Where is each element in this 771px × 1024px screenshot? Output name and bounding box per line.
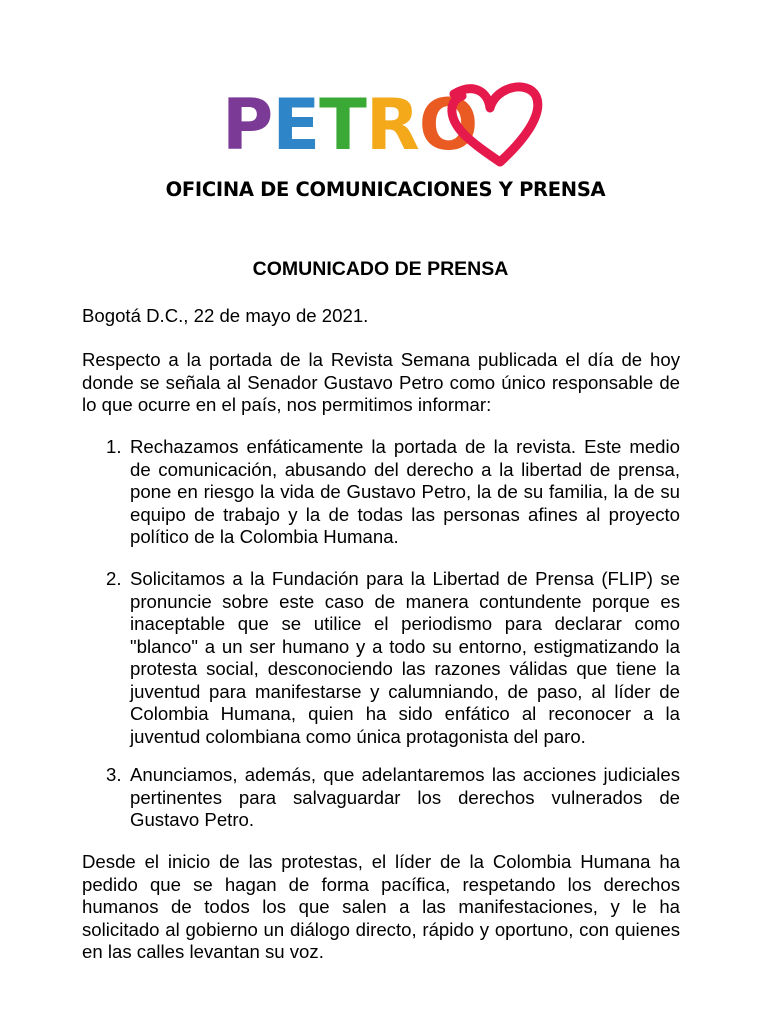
list-item — [82, 568, 680, 748]
list-item-text: Solicitamos a la Fundación para la Libertad de Prensa (FLIP) se pronuncie sobre este caso de manera contundente porque es inaceptable que se utilice el periodismo para declarar como "blanco" a un ser humano y a todo su entorno, estigmatizando la protesta social, desconociendo las razones válidas que tiene la juventud para manifestarse y calumniando, de paso, al líder de Colombia Humana, quien ha sido enfático al reconocer a la juventud colombiana como única protagonista del paro. — [130, 568, 680, 747]
dateline: Bogotá D.C., 22 de mayo de 2021. — [82, 305, 369, 326]
intro-paragraph: Respecto a la portada de la Revista Semana publicada el día de hoy donde se señala al Senador Gustavo Petro como único responsable de lo que ocurre en el país, nos permitimos informar: — [82, 349, 680, 415]
office-heading: OFICINA DE COMUNICACIONES Y PRENSA — [165, 178, 606, 201]
logo-letter-p: P — [222, 84, 273, 166]
logo-wordmark — [222, 84, 478, 166]
list-item-number: 1. — [106, 436, 122, 457]
list-item — [82, 764, 680, 832]
heart-icon — [444, 78, 544, 168]
list-item-number: 3. — [106, 764, 122, 785]
list-item-text: Rechazamos enfáticamente la portada de la revista. Este medio de comunicación, abusando del derecho a la libertad de prensa, pone en riesgo la vida de Gustavo Petro, la de su familia, la de su equipo de trabajo y la de todas las personas afines al proyecto político de la Colombia Humana. — [130, 436, 680, 547]
logo-letter-o: O — [418, 84, 478, 166]
list-item-number: 2. — [106, 568, 122, 589]
document-title: COMUNICADO DE PRENSA — [252, 258, 509, 280]
logo-letter-e: E — [272, 84, 320, 166]
petro-logo — [222, 78, 542, 170]
list-item — [82, 436, 680, 549]
closing-paragraph: Desde el inicio de las protestas, el líder de la Colombia Humana ha pedido que se hagan de forma pacífica, respetando los derechos humanos de todos los que salen a las manifestaciones, y le ha solicitado al gobierno un diálogo directo, rápido y oportuno, con quienes en las calles levantan su voz. — [82, 851, 680, 962]
logo-letter-t: T — [319, 84, 366, 166]
logo-letter-r: R — [365, 84, 419, 166]
list-item-text: Anunciamos, además, que adelantaremos las acciones judiciales pertinentes para salvaguardar los derechos vulnerados de Gustavo Petro. — [130, 764, 680, 830]
